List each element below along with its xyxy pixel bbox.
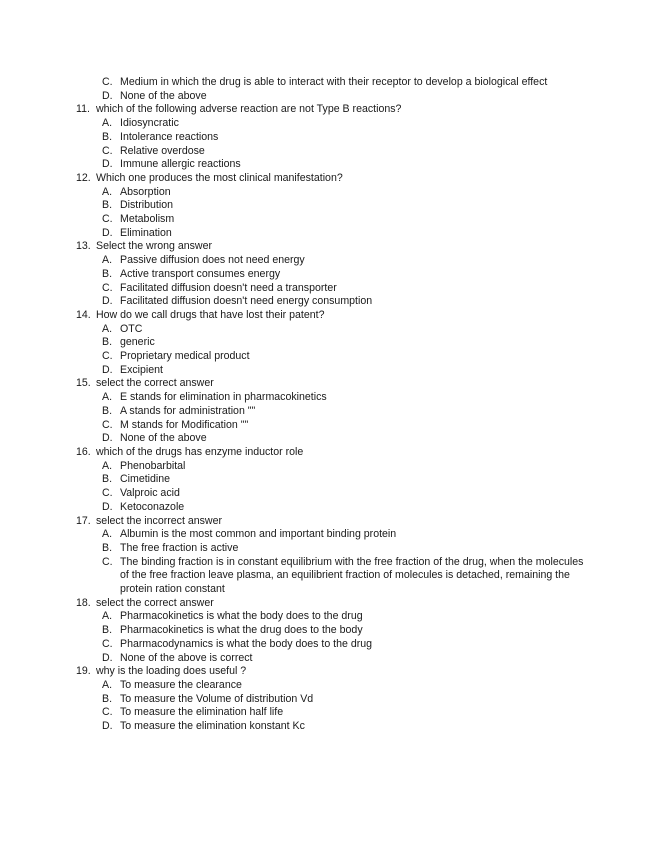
- option-list: [0, 391, 655, 446]
- option-text: None of the above: [120, 432, 207, 445]
- option-letter: B.: [102, 404, 113, 417]
- question-prompt: why is the loading does useful ?: [96, 665, 247, 678]
- question-text: [0, 515, 655, 529]
- option-item: [0, 117, 655, 131]
- option-letter: D.: [102, 651, 113, 664]
- option-item: [0, 556, 655, 597]
- option-item: [0, 706, 655, 720]
- option-letter: D.: [102, 158, 113, 171]
- option-text: To measure the clearance: [120, 678, 242, 691]
- option-letter: D.: [102, 500, 113, 513]
- option-text: Pharmacodynamics is what the body does to the drug: [120, 637, 373, 650]
- question-number: 18.: [76, 596, 91, 609]
- option-list: [0, 323, 655, 378]
- option-letter: A.: [102, 254, 113, 267]
- option-letter: B.: [102, 199, 113, 212]
- option-letter: A.: [102, 678, 113, 691]
- question-prompt: How do we call drugs that have lost their patent?: [96, 308, 325, 321]
- question-block: [0, 103, 655, 172]
- option-text: Passive diffusion does not need energy: [120, 254, 305, 267]
- option-item: [0, 405, 655, 419]
- option-item: [0, 213, 655, 227]
- option-item: [0, 199, 655, 213]
- question-prompt: Which one produces the most clinical manifestation?: [96, 171, 343, 184]
- option-item: [0, 720, 655, 734]
- question-text: [0, 665, 655, 679]
- option-text: Intolerance reactions: [120, 130, 219, 143]
- option-letter: B.: [102, 473, 113, 486]
- option-letter: A.: [102, 322, 113, 335]
- option-item: [0, 364, 655, 378]
- option-text: The binding fraction is in constant equilibrium with the free fraction of the drug, when the molecules of the free fraction leave plasma, an equilibrient fraction of molecules is detached, remaining the protein ration constant: [120, 555, 584, 596]
- option-letter: A.: [102, 610, 113, 623]
- option-text: None of the above: [120, 89, 207, 102]
- option-text: Phenobarbital: [120, 459, 186, 472]
- option-letter: C.: [102, 487, 113, 500]
- question-block: [0, 377, 655, 446]
- question-text: [0, 377, 655, 391]
- option-text: Relative overdose: [120, 144, 205, 157]
- option-text: E stands for elimination in pharmacokinetics: [120, 391, 327, 404]
- question-prompt: select the incorrect answer: [96, 514, 223, 527]
- option-item: [0, 336, 655, 350]
- question-text: [0, 103, 655, 117]
- option-text: Excipient: [120, 363, 163, 376]
- option-text: Absorption: [120, 185, 171, 198]
- option-letter: B.: [102, 541, 113, 554]
- option-letter: B.: [102, 692, 113, 705]
- option-letter: A.: [102, 185, 113, 198]
- question-text: [0, 446, 655, 460]
- option-text: Cimetidine: [120, 473, 171, 486]
- option-item: [0, 323, 655, 337]
- option-letter: A.: [102, 391, 113, 404]
- option-item: [0, 350, 655, 364]
- option-list: [0, 254, 655, 309]
- option-letter: D.: [102, 363, 113, 376]
- question-block: [0, 515, 655, 597]
- question-number: 16.: [76, 445, 91, 458]
- option-item: [0, 460, 655, 474]
- option-list: [0, 528, 655, 597]
- option-letter: D.: [102, 432, 113, 445]
- question-block: [0, 309, 655, 378]
- option-item: [0, 76, 655, 90]
- question-number: 15.: [76, 377, 91, 390]
- question-block: [0, 446, 655, 515]
- option-item: [0, 501, 655, 515]
- question-number: 19.: [76, 665, 91, 678]
- option-item: [0, 158, 655, 172]
- option-text: The free fraction is active: [120, 541, 239, 554]
- option-letter: A.: [102, 528, 113, 541]
- option-text: Pharmacokinetics is what the body does to the drug: [120, 610, 363, 623]
- question-prompt: select the correct answer: [96, 377, 214, 390]
- question-text: [0, 172, 655, 186]
- option-letter: C.: [102, 350, 113, 363]
- option-letter: B.: [102, 336, 113, 349]
- option-text: None of the above is correct: [120, 651, 253, 664]
- question-block: [0, 665, 655, 734]
- option-item: [0, 268, 655, 282]
- question-block: [0, 172, 655, 241]
- option-letter: C.: [102, 213, 113, 226]
- option-letter: D.: [102, 89, 113, 102]
- option-text: A stands for administration "": [120, 404, 256, 417]
- option-item: [0, 610, 655, 624]
- option-item: [0, 542, 655, 556]
- question-prompt: which of the drugs has enzyme inductor role: [96, 445, 304, 458]
- option-item: [0, 473, 655, 487]
- option-letter: B.: [102, 267, 113, 280]
- option-item: [0, 295, 655, 309]
- option-letter: C.: [102, 144, 113, 157]
- option-letter: D.: [102, 720, 113, 733]
- option-letter: C.: [102, 418, 113, 431]
- question-number: 12.: [76, 171, 91, 184]
- option-text: Albumin is the most common and important binding protein: [120, 528, 397, 541]
- question-block: [0, 597, 655, 666]
- option-item: [0, 679, 655, 693]
- option-text: M stands for Modification "": [120, 418, 249, 431]
- option-text: Facilitated diffusion doesn't need a transporter: [120, 281, 337, 294]
- option-text: Metabolism: [120, 213, 175, 226]
- option-list: [0, 186, 655, 241]
- option-item: [0, 90, 655, 104]
- option-letter: C.: [102, 637, 113, 650]
- option-text: Distribution: [120, 199, 173, 212]
- option-text: Elimination: [120, 226, 172, 239]
- option-item: [0, 693, 655, 707]
- option-text: generic: [120, 336, 155, 349]
- option-text: Idiosyncratic: [120, 117, 179, 130]
- option-item: [0, 624, 655, 638]
- option-text: To measure the Volume of distribution Vd: [120, 692, 314, 705]
- option-text: OTC: [120, 322, 143, 335]
- option-letter: B.: [102, 624, 113, 637]
- option-item: [0, 227, 655, 241]
- option-item: [0, 391, 655, 405]
- option-item: [0, 419, 655, 433]
- option-text: Proprietary medical product: [120, 350, 250, 363]
- question-text: [0, 597, 655, 611]
- option-text: To measure the elimination konstant Kc: [120, 720, 305, 733]
- option-item: [0, 528, 655, 542]
- option-letter: D.: [102, 295, 113, 308]
- document-page: [0, 76, 655, 734]
- option-text: Ketoconazole: [120, 500, 185, 513]
- question-number: 17.: [76, 514, 91, 527]
- option-letter: A.: [102, 459, 113, 472]
- question-prompt: Select the wrong answer: [96, 240, 213, 253]
- option-letter: A.: [102, 117, 113, 130]
- option-item: [0, 186, 655, 200]
- option-text: Active transport consumes energy: [120, 267, 281, 280]
- option-item: [0, 638, 655, 652]
- option-text: Facilitated diffusion doesn't need energy consumption: [120, 295, 373, 308]
- option-letter: C.: [102, 76, 113, 88]
- question-text: [0, 309, 655, 323]
- option-letter: C.: [102, 555, 113, 568]
- option-text: Pharmacokinetics is what the drug does to the body: [120, 624, 363, 637]
- option-item: [0, 652, 655, 666]
- option-text: Valproic acid: [120, 487, 180, 500]
- question-text: [0, 240, 655, 254]
- option-letter: C.: [102, 706, 113, 719]
- option-text: To measure the elimination half life: [120, 706, 284, 719]
- option-item: [0, 145, 655, 159]
- option-text: Immune allergic reactions: [120, 158, 241, 171]
- option-list: [0, 679, 655, 734]
- option-letter: B.: [102, 130, 113, 143]
- question-prompt: select the correct answer: [96, 596, 214, 609]
- option-letter: D.: [102, 226, 113, 239]
- question-prompt: which of the following adverse reaction are not Type B reactions?: [96, 103, 402, 116]
- question-number: 14.: [76, 308, 91, 321]
- question-number: 13.: [76, 240, 91, 253]
- option-list: [0, 610, 655, 665]
- option-text: Medium in which the drug is able to interact with their receptor to develop a biological effect: [120, 76, 548, 88]
- option-letter: C.: [102, 281, 113, 294]
- question-number: 11.: [76, 103, 90, 116]
- question-block: [0, 240, 655, 309]
- continued-options: [0, 76, 655, 103]
- option-list: [0, 460, 655, 515]
- option-list: [0, 117, 655, 172]
- option-item: [0, 282, 655, 296]
- option-item: [0, 432, 655, 446]
- option-item: [0, 131, 655, 145]
- option-item: [0, 487, 655, 501]
- question-list: [0, 103, 655, 733]
- option-item: [0, 254, 655, 268]
